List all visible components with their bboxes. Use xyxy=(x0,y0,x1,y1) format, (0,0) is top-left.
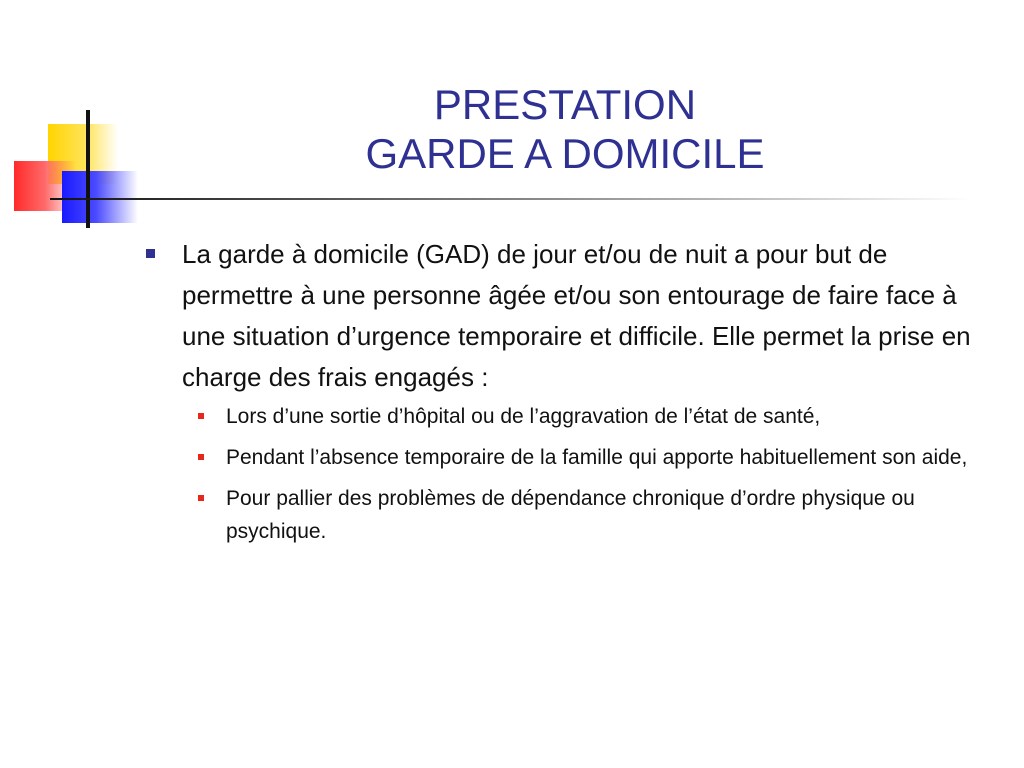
sub-bullet-item xyxy=(142,441,1002,474)
main-bullet-text: La garde à domicile (GAD) de jour et/ou de nuit a pour but de permettre à une personne âgée et/ou son entourage de faire face à une situation d’urgence temporaire et difficile. Elle permet la prise en charge des frais engagés : xyxy=(182,239,971,392)
sub-bullet-text: Pendant l’absence temporaire de la famille qui apporte habituellement son aide, xyxy=(226,446,968,469)
slide-content xyxy=(142,234,1002,556)
corner-logo-decoration xyxy=(0,0,160,240)
square-bullet-icon xyxy=(198,454,204,460)
sub-bullet-text: Pour pallier des problèmes de dépendance chronique d’ordre physique ou psychique. xyxy=(226,487,915,543)
blue-square-shape xyxy=(62,171,138,223)
sub-bullet-item xyxy=(142,482,1002,548)
square-bullet-icon xyxy=(198,413,204,419)
sub-bullet-list xyxy=(142,400,1002,548)
slide-title xyxy=(160,80,970,178)
title-line-1: PRESTATION xyxy=(433,81,697,128)
main-bullet xyxy=(142,234,1002,398)
title-divider-line xyxy=(50,198,970,200)
sub-bullet-item xyxy=(142,400,1002,433)
sub-bullet-text: Lors d’une sortie d’hôpital ou de l’aggravation de l’état de santé, xyxy=(226,405,821,428)
vertical-line-shape xyxy=(86,110,90,228)
square-bullet-icon xyxy=(198,495,204,501)
square-bullet-icon xyxy=(146,249,155,258)
title-line-2: GARDE A DOMICILE xyxy=(365,130,765,177)
